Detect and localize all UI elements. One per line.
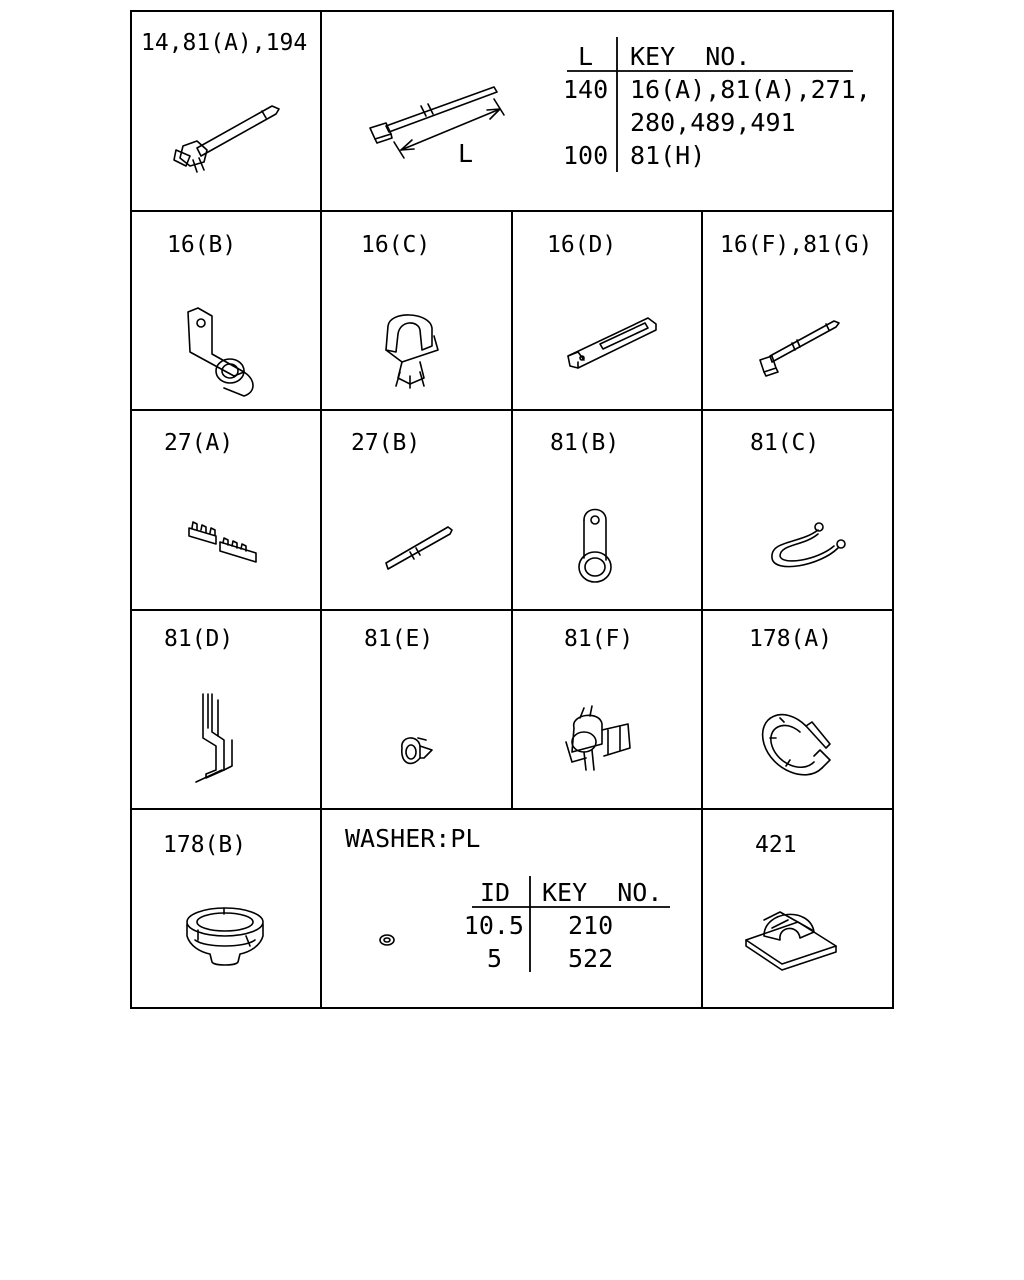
washer-header-id: ID (480, 878, 511, 907)
tie-table-row-keys: 81(H) (630, 141, 706, 170)
tie-table-header-key: KEY NO. (630, 42, 751, 71)
washer-drawing (380, 935, 394, 945)
cell-label-c4: 16(C) (361, 232, 431, 258)
p-clamp-drawing (579, 510, 611, 583)
grommet-drawing (187, 908, 263, 965)
slotted-bracket-drawing (568, 318, 656, 368)
cable-tie-with-clip-drawing (174, 106, 279, 172)
toothed-strip-drawing (189, 522, 256, 562)
cell-label-c1: 14,81(A),194 (141, 30, 308, 56)
cable-tie-dimension-drawing (370, 87, 504, 168)
tie-table-row-l: 100 (563, 141, 609, 170)
tie-table-row-l: 140 (563, 75, 609, 104)
small-tie-drawing (386, 527, 452, 569)
wire-loop-drawing (772, 523, 845, 567)
mini-cable-tie-drawing (760, 321, 839, 376)
washer-row-key: 210 (568, 911, 614, 940)
small-clip-drawing (402, 738, 432, 764)
bent-bracket-drawing (196, 694, 232, 782)
push-mount-clip-drawing (386, 315, 438, 388)
tie-dimension-label: L (458, 139, 474, 168)
tie-table-header-l: L (578, 42, 594, 71)
adhesive-clip-drawing (746, 912, 836, 970)
cell-label-c5: 16(D) (547, 232, 617, 258)
tie-length-table (563, 37, 871, 172)
cell-label-c11: 81(D) (164, 626, 234, 652)
bracket-clamp-drawing (188, 308, 253, 396)
washer-title: WASHER:PL (345, 824, 481, 853)
cell-label-c17: 421 (755, 832, 797, 858)
cell-label-c12: 81(E) (364, 626, 434, 652)
cell-label-c7: 27(A) (164, 430, 234, 456)
washer-row-id: 10.5 (463, 911, 524, 940)
washer-row-id: 5 (486, 944, 502, 973)
washer-row-key: 522 (568, 944, 614, 973)
cell-label-c8: 27(B) (351, 430, 421, 456)
cell-label-c9: 81(B) (550, 430, 620, 456)
split-ring-grommet-drawing (763, 715, 830, 775)
cell-label-c10: 81(C) (750, 430, 820, 456)
cell-label-c14: 178(A) (749, 626, 833, 652)
cell-label-c3: 16(B) (167, 232, 237, 258)
cell-label-c15: 178(B) (163, 832, 247, 858)
cell-label-c6: 16(F),81(G) (720, 232, 873, 258)
tie-table-row-keys: 280,489,491 (630, 108, 796, 137)
washer-header-key: KEY NO. (542, 878, 663, 907)
double-clamp-drawing (566, 706, 630, 770)
cell-label-c13: 81(F) (564, 626, 634, 652)
grid-lines (131, 11, 893, 1008)
tie-table-row-keys: 16(A),81(A),271, (630, 75, 871, 104)
washer-table (345, 824, 670, 973)
